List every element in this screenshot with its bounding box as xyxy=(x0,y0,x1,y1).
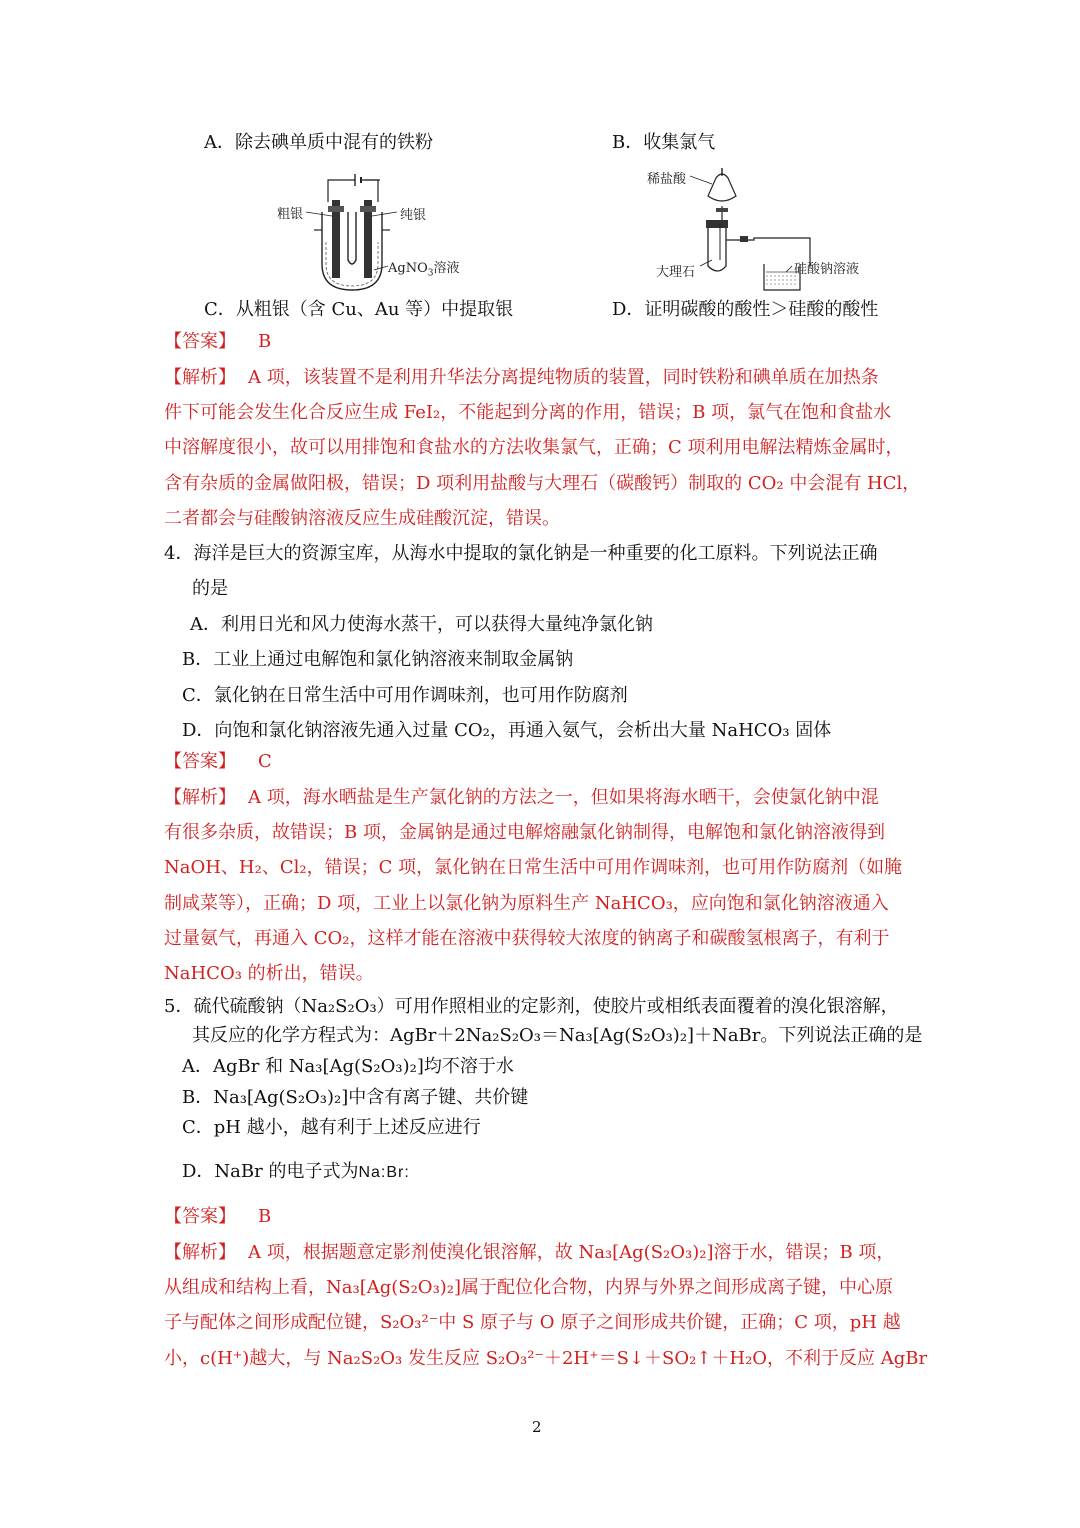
q3-answer: 【答案】 B xyxy=(164,331,272,352)
sodium-silicate-label: 硅酸钠溶液 xyxy=(794,262,860,277)
option-c-caption: C．从粗银（含 Cu、Au 等）中提取银 xyxy=(204,299,514,320)
dilute-hcl-label: 稀盐酸 xyxy=(647,172,687,187)
q4-analysis-line: 制咸菜等），正确；D 项，工业上以氯化钠为原料生产 NaHCO₃，应向饱和氯化钠溶液通入 xyxy=(164,893,889,914)
q4-stem-continued: 的是 xyxy=(192,578,228,599)
q4-analysis-line: NaHCO₃ 的析出，错误。 xyxy=(164,963,374,984)
electron-formula: Na:Br: xyxy=(358,1164,410,1181)
q3-analysis-line: 【解析】 A 项，该装置不是利用升华法分离提纯物质的装置，同时铁粉和碘单质在加热条 xyxy=(164,367,879,388)
q5-analysis-line: 小，c(H⁺)越大，与 Na₂S₂O₃ 发生反应 S₂O₃²⁻＋2H⁺＝S↓＋SO₂↑＋H₂O，不利于反应 AgBr xyxy=(164,1348,928,1369)
option-a-caption: A．除去碘单质中混有的铁粉 xyxy=(204,132,433,153)
q4-analysis-line: 有很多杂质，故错误；B 项，金属钠是通过电解熔融氯化钠制得，电解饱和氯化钠溶液得到 xyxy=(164,822,885,843)
q5-option: A．AgBr 和 Na₃[Ag(S₂O₃)₂]均不溶于水 xyxy=(182,1056,514,1077)
q3-analysis-line: 二者都会与硅酸钠溶液反应生成硅酸沉淀，错误。 xyxy=(164,508,560,529)
q4-analysis-line: 过量氨气，再通入 CO₂，这样才能在溶液中获得较大浓度的钠离子和碳酸氢根离子，有利于 xyxy=(164,928,890,949)
q3-analysis-line: 中溶解度很小，故可以用排饱和食盐水的方法收集氯气，正确；C 项利用电解法精炼金属时， xyxy=(164,437,904,458)
option-d-caption: D．证明碳酸的酸性＞硅酸的酸性 xyxy=(612,299,879,320)
q4-analysis-line: 【解析】 A 项，海水晒盐是生产氯化钠的方法之一，但如果将海水晒干，会使氯化钠中混 xyxy=(164,787,879,808)
q4-option: B．工业上通过电解饱和氯化钠溶液来制取金属钠 xyxy=(182,649,574,670)
page-number: 2 xyxy=(532,1418,542,1436)
q3-analysis-line: 含有杂质的金属做阳极，错误；D 项利用盐酸与大理石（碳酸钙）制取的 CO₂ 中会混有 HCl， xyxy=(164,473,921,494)
q5-stem: 5．硫代硫酸钠（Na₂S₂O₃）可用作照相业的定影剂，使胶片或相纸表面覆着的溴化银溶解， xyxy=(164,996,899,1017)
q4-option: D．向饱和氯化钠溶液先通入过量 CO₂，再通入氨气，会析出大量 NaHCO₃ 固体 xyxy=(182,720,832,741)
q5-option: B．Na₃[Ag(S₂O₃)₂]中含有离子键、共价键 xyxy=(182,1087,529,1108)
pure-silver-label: 纯银 xyxy=(400,208,427,223)
silver-nitrate-label: AgNO$_3$溶液 xyxy=(388,261,460,279)
q5-answer: 【答案】 B xyxy=(164,1206,272,1227)
q4-option: C．氯化钠在日常生活中可用作调味剂，也可用作防腐剂 xyxy=(182,685,628,706)
q5-analysis-line: 【解析】 A 项，根据题意定影剂使溴化银溶解，故 Na₃[Ag(S₂O₃)₂]溶于水，错误；B 项， xyxy=(164,1242,895,1263)
q5-option: C．pH 越小，越有利于上述反应进行 xyxy=(182,1117,481,1138)
q5-analysis-line: 从组成和结构上看，Na₃[Ag(S₂O₃)₂]属于配位化合物，内界与外界之间形成离子键，中心原 xyxy=(164,1277,894,1298)
q4-answer: 【答案】 C xyxy=(164,751,272,772)
q5-analysis-line: 子与配体之间形成配位键，S₂O₃²⁻中 S 原子与 O 原子之间形成共价键，正确；C 项，pH 越 xyxy=(164,1312,901,1333)
marble-label: 大理石 xyxy=(656,265,696,280)
q5-stem-continued: 其反应的化学方程式为：AgBr＋2Na₂S₂O₃＝Na₃[Ag(S₂O₃)₂]＋NaBr。下列说法正确的是 xyxy=(192,1025,923,1046)
q5-option-d: D．NaBr 的电子式为Na:Br: xyxy=(182,1161,410,1182)
q4-option: A．利用日光和风力使海水蒸干，可以获得大量纯净氯化钠 xyxy=(190,614,653,635)
crude-silver-label: 粗银 xyxy=(277,207,304,222)
option-b-caption: B．收集氯气 xyxy=(612,132,716,153)
q4-analysis-line: NaOH、H₂、Cl₂，错误；C 项，氯化钠在日常生活中可用作调味剂，也可用作防腐剂（如腌 xyxy=(164,857,903,878)
q4-stem: 4．海洋是巨大的资源宝库，从海水中提取的氯化钠是一种重要的化工原料。下列说法正确 xyxy=(164,543,878,564)
q3-analysis-line: 件下可能会发生化合反应生成 FeI₂，不能起到分离的作用，错误；B 项，氯气在饱和食盐水 xyxy=(164,402,892,423)
